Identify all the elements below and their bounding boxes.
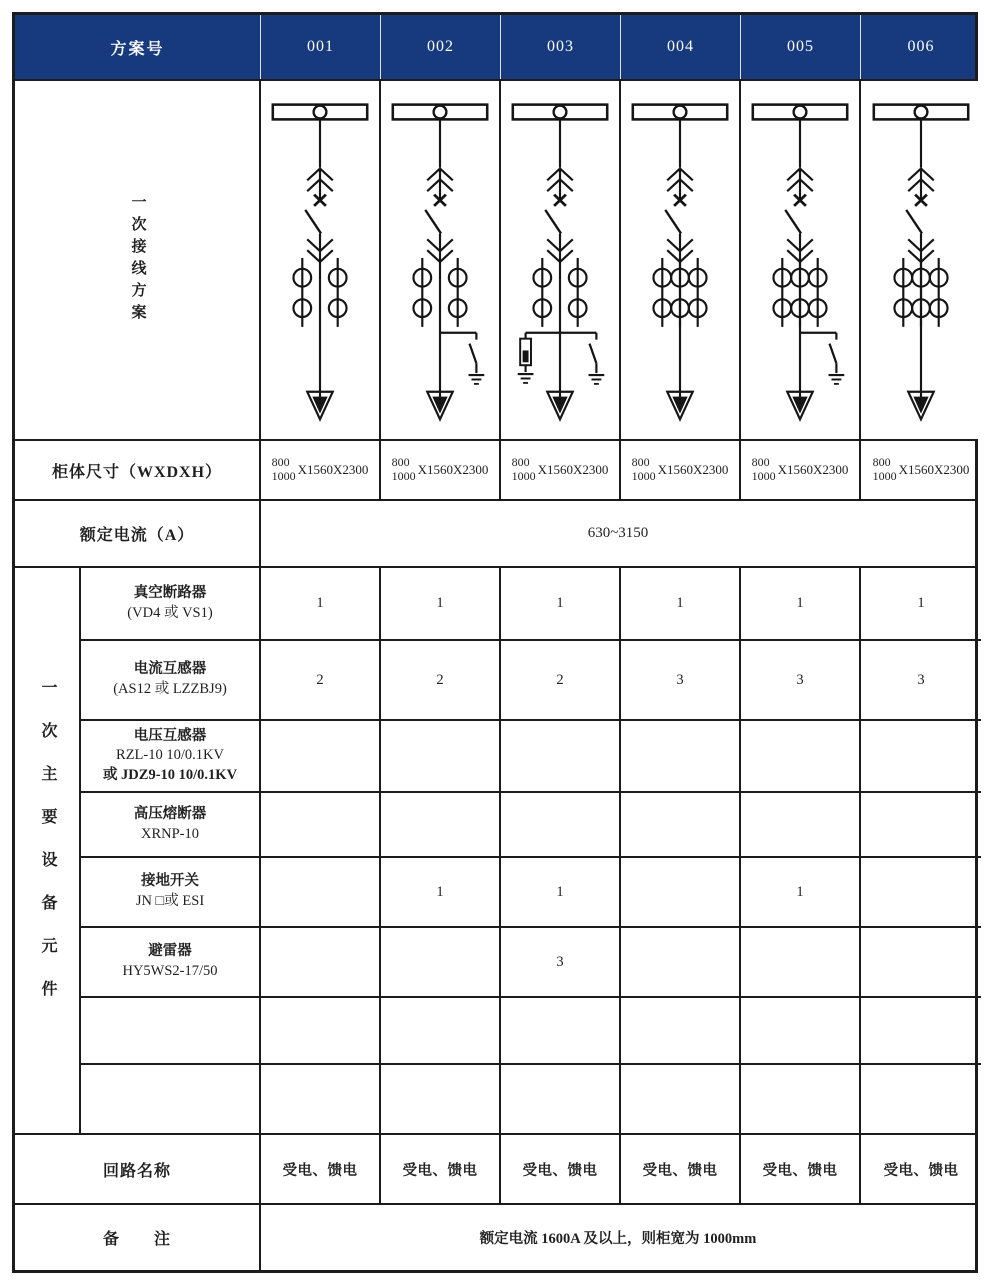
cabinet-width-1000: 1000 — [391, 469, 416, 483]
cabinet-size-cell — [381, 441, 501, 499]
cabinet-width-fraction — [632, 456, 656, 484]
cabinet-width-1000: 1000 — [872, 469, 897, 483]
circuit-name-cells — [261, 1135, 981, 1203]
scheme-number-cells — [261, 15, 981, 79]
equipment-qty-cell — [861, 998, 981, 1063]
equipment-qty-cell — [621, 721, 741, 791]
cabinet-size-cell — [861, 441, 981, 499]
equipment-qty-cell — [621, 928, 741, 996]
cabinet-width-fraction — [272, 456, 296, 484]
diagram-cell-005 — [741, 81, 861, 439]
equipment-qty-cell: 1 — [917, 595, 925, 611]
equipment-name-cell — [81, 858, 261, 926]
cabinet-width-fraction — [392, 456, 416, 484]
cabinet-width-800: 800 — [511, 455, 530, 470]
cabinet-width-fraction — [873, 456, 897, 484]
scheme-number-cell: 004 — [621, 15, 741, 79]
circuit-name-cell: 受电、馈电 — [883, 1162, 959, 1179]
cabinet-size-cell — [621, 441, 741, 499]
equipment-row — [81, 568, 981, 641]
equipment-name-line: HY5WS2-17/50 — [122, 963, 218, 979]
cabinet-depth-height: X1560X2300 — [417, 462, 489, 477]
equipment-name-cell — [81, 641, 261, 719]
equipment-qty-cell — [861, 721, 981, 791]
equipment-qty-cell — [501, 721, 621, 791]
equipment-name-line: 接地开关 — [141, 873, 199, 890]
equipment-row — [81, 721, 981, 793]
scheme-number-cell: 003 — [501, 15, 621, 79]
scheme-number-cell: 002 — [381, 15, 501, 79]
equipment-qty-cell — [261, 928, 381, 996]
scheme-number-cell: 006 — [907, 38, 935, 55]
equipment-qty-cell — [621, 998, 741, 1063]
equipment-name-line: 真空断路器 — [133, 584, 207, 601]
cabinet-size-cell — [261, 441, 381, 499]
equipment-name-line: 电压互感器 — [133, 727, 207, 744]
equipment-qty-cell: 2 — [501, 641, 621, 719]
equipment-qty-cell — [261, 998, 381, 1063]
equipment-name-line: RZL-10 10/0.1KV — [116, 747, 224, 764]
main-equipment-section — [15, 568, 975, 1135]
primary-wiring-label: 一次接线方案 — [129, 194, 146, 326]
main-equipment-side-cell — [15, 568, 81, 1133]
equipment-qty-cell: 3 — [621, 641, 741, 719]
one-line-diagram — [261, 84, 379, 436]
equipment-qty-cell — [381, 1065, 501, 1133]
equipment-name-cell — [81, 1065, 261, 1133]
equipment-name-line: XRNP-10 — [140, 825, 199, 842]
equipment-qty-cell: 3 — [917, 671, 925, 688]
diagram-cell-001 — [261, 81, 381, 439]
equipment-qty-cell — [621, 793, 741, 856]
one-line-diagram — [862, 84, 980, 436]
scheme-number-header: 方案号 — [15, 15, 261, 79]
remark-label: 备 注 — [15, 1205, 261, 1270]
equipment-name-cell — [81, 793, 261, 856]
equipment-row — [81, 998, 981, 1065]
circuit-name-row — [15, 1135, 975, 1205]
equipment-qty-cell — [861, 1065, 981, 1133]
cabinet-width-800: 800 — [872, 455, 891, 470]
cabinet-size-row — [15, 441, 975, 501]
equipment-name-line: 电流互感器 — [133, 661, 207, 678]
equipment-name-line: JN □或 ESI — [135, 893, 205, 909]
circuit-name-cell: 受电、馈电 — [621, 1135, 741, 1203]
cabinet-width-800: 800 — [751, 455, 770, 470]
equipment-qty-cell — [621, 858, 741, 926]
equipment-qty-cell — [261, 858, 381, 926]
equipment-qty-cell — [381, 721, 501, 791]
equipment-name-line: 高压熔断器 — [133, 805, 207, 822]
one-line-diagram — [741, 84, 859, 436]
cabinet-depth-height: X1560X2300 — [777, 462, 849, 477]
rated-current-label: 额定电流（A） — [15, 501, 261, 566]
circuit-name-cell: 受电、馈电 — [381, 1135, 501, 1203]
equipment-qty-cell — [261, 1065, 381, 1133]
one-line-diagram — [621, 84, 739, 436]
switchgear-scheme-table — [12, 12, 978, 1273]
cabinet-width-1000: 1000 — [271, 469, 296, 483]
equipment-qty-cell: 3 — [501, 928, 621, 996]
header-row — [15, 15, 975, 81]
cabinet-width-1000: 1000 — [511, 469, 536, 483]
rated-current-row — [15, 501, 975, 568]
equipment-qty-cell — [261, 721, 381, 791]
equipment-row — [81, 1065, 981, 1133]
cabinet-size-cell — [741, 441, 861, 499]
equipment-qty-cell: 1 — [741, 858, 861, 926]
equipment-name-cell — [81, 928, 261, 996]
equipment-qty-cell — [861, 928, 981, 996]
equipment-qty-cell: 1 — [501, 568, 621, 639]
cabinet-width-800: 800 — [271, 455, 290, 470]
equipment-qty-cell — [741, 1065, 861, 1133]
primary-wiring-row — [15, 81, 975, 441]
equipment-name-line: (AS12 或 LZZBJ9) — [113, 681, 227, 697]
main-equipment-side-label: 一次主要设备元件 — [39, 678, 56, 1023]
equipment-name-line: (VD4 或 VS1) — [127, 604, 213, 621]
remark-value: 额定电流 1600A 及以上，则柜宽为 1000mm — [479, 1231, 757, 1247]
rated-current-value: 630~3150 — [587, 525, 649, 541]
cabinet-depth-height: X1560X2300 — [297, 462, 369, 477]
equipment-qty-cell: 3 — [741, 641, 861, 719]
equipment-qty-cell: 1 — [381, 858, 501, 926]
equipment-qty-cell — [741, 998, 861, 1063]
equipment-name-cell — [81, 721, 261, 791]
circuit-name-cell: 受电、馈电 — [741, 1135, 861, 1203]
equipment-qty-cell: 1 — [501, 858, 621, 926]
diagram-cell-004 — [621, 81, 741, 439]
equipment-row — [81, 858, 981, 928]
equipment-row — [81, 928, 981, 998]
equipment-name-line: 避雷器 — [148, 943, 192, 960]
diagram-cell-003 — [501, 81, 621, 439]
equipment-qty-cell — [501, 793, 621, 856]
cabinet-depth-height: X1560X2300 — [537, 462, 609, 477]
circuit-name-cell: 受电、馈电 — [261, 1135, 381, 1203]
remark-row — [15, 1205, 975, 1270]
cabinet-depth-height: X1560X2300 — [657, 462, 729, 477]
cabinet-depth-height: X1560X2300 — [898, 462, 970, 477]
primary-wiring-label-cell — [15, 81, 261, 439]
circuit-name-label: 回路名称 — [15, 1135, 261, 1203]
cabinet-width-fraction — [512, 456, 536, 484]
one-line-diagram — [501, 84, 619, 436]
equipment-rows — [81, 568, 981, 1133]
diagram-cell-006 — [861, 81, 981, 439]
equipment-qty-cell: 2 — [261, 641, 381, 719]
cabinet-width-800: 800 — [631, 455, 650, 470]
diagram-cells — [261, 81, 981, 439]
equipment-qty-cell — [381, 928, 501, 996]
equipment-qty-cell — [501, 998, 621, 1063]
equipment-qty-cell — [861, 793, 981, 856]
equipment-qty-cell — [861, 858, 981, 926]
equipment-qty-cell — [501, 1065, 621, 1133]
equipment-qty-cell: 1 — [381, 568, 501, 639]
equipment-qty-cell — [381, 793, 501, 856]
cabinet-size-cell — [501, 441, 621, 499]
equipment-name-cell — [81, 998, 261, 1063]
equipment-qty-cell — [381, 998, 501, 1063]
cabinet-width-800: 800 — [391, 455, 410, 470]
equipment-row — [81, 641, 981, 721]
equipment-qty-cell — [741, 721, 861, 791]
equipment-qty-cell — [261, 793, 381, 856]
diagram-cell-002 — [381, 81, 501, 439]
cabinet-width-1000: 1000 — [631, 469, 656, 483]
circuit-name-cell: 受电、馈电 — [501, 1135, 621, 1203]
equipment-qty-cell — [741, 793, 861, 856]
scheme-number-cell: 001 — [261, 15, 381, 79]
equipment-qty-cell: 1 — [741, 568, 861, 639]
cabinet-width-fraction — [752, 456, 776, 484]
one-line-diagram — [381, 84, 499, 436]
equipment-row — [81, 793, 981, 858]
equipment-qty-cell — [621, 1065, 741, 1133]
cabinet-size-label: 柜体尺寸（WXDXH） — [15, 441, 261, 499]
cabinet-size-cells — [261, 441, 981, 499]
equipment-qty-cell: 2 — [381, 641, 501, 719]
cabinet-width-1000: 1000 — [751, 469, 776, 483]
equipment-name-cell — [81, 568, 261, 639]
equipment-qty-cell: 1 — [261, 568, 381, 639]
equipment-qty-cell: 1 — [621, 568, 741, 639]
scheme-number-cell: 005 — [741, 15, 861, 79]
equipment-qty-cell — [741, 928, 861, 996]
equipment-name-line: 或 JDZ9-10 10/0.1KV — [102, 766, 238, 783]
